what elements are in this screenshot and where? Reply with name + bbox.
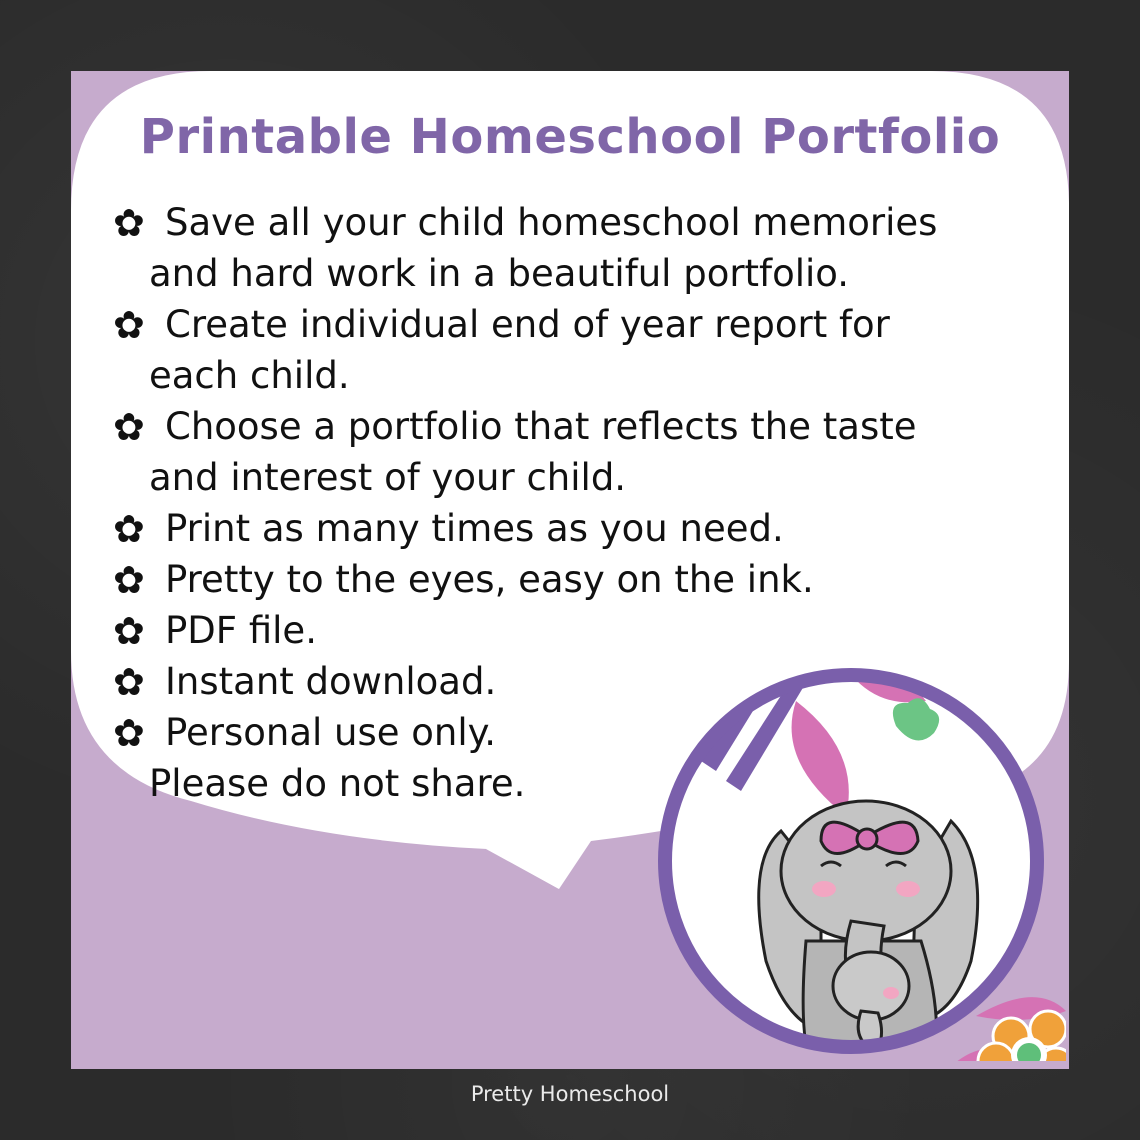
- list-item: [113, 197, 993, 299]
- list-item-text: PDF file.: [165, 609, 317, 652]
- list-item-text: Save all your child homeschool memories: [165, 201, 938, 244]
- list-item-text: and hard work in a beautiful portfolio.: [149, 252, 850, 295]
- page-title: Printable Homeschool Portfolio: [139, 109, 1001, 165]
- cheek: [812, 881, 836, 897]
- elephant-illustration: [646, 641, 1066, 1061]
- flower-icon: ✿: [113, 201, 145, 245]
- product-card: [71, 71, 1069, 1069]
- list-item-text: Personal use only.: [165, 711, 497, 754]
- flower-icon: ✿: [113, 711, 145, 755]
- list-item-text: Print as many times as you need.: [165, 507, 784, 550]
- cheek: [896, 881, 920, 897]
- list-item-text: each child.: [149, 354, 350, 397]
- cheek: [883, 987, 899, 999]
- list-item-text: Please do not share.: [149, 762, 526, 805]
- bow: [857, 829, 877, 849]
- flower-icon: ✿: [113, 303, 145, 347]
- list-item: [113, 554, 993, 605]
- brand-footer: Pretty Homeschool: [470, 1082, 670, 1106]
- list-item-text: Instant download.: [165, 660, 497, 703]
- list-item-text: Create individual end of year report for: [165, 303, 890, 346]
- list-item: [113, 401, 993, 503]
- list-item: [113, 503, 993, 554]
- flower-icon: ✿: [113, 609, 145, 653]
- list-item-text: Pretty to the eyes, easy on the ink.: [165, 558, 814, 601]
- baby-elephant: [833, 952, 909, 1020]
- flower-icon: ✿: [113, 660, 145, 704]
- flower-icon: ✿: [113, 507, 145, 551]
- list-item-text: and interest of your child.: [149, 456, 627, 499]
- flower-icon: ✿: [113, 558, 145, 602]
- flower-icon: ✿: [113, 405, 145, 449]
- elephant-head: [781, 801, 951, 941]
- list-item: [113, 299, 993, 401]
- list-item-text: Choose a portfolio that reflects the taste: [165, 405, 917, 448]
